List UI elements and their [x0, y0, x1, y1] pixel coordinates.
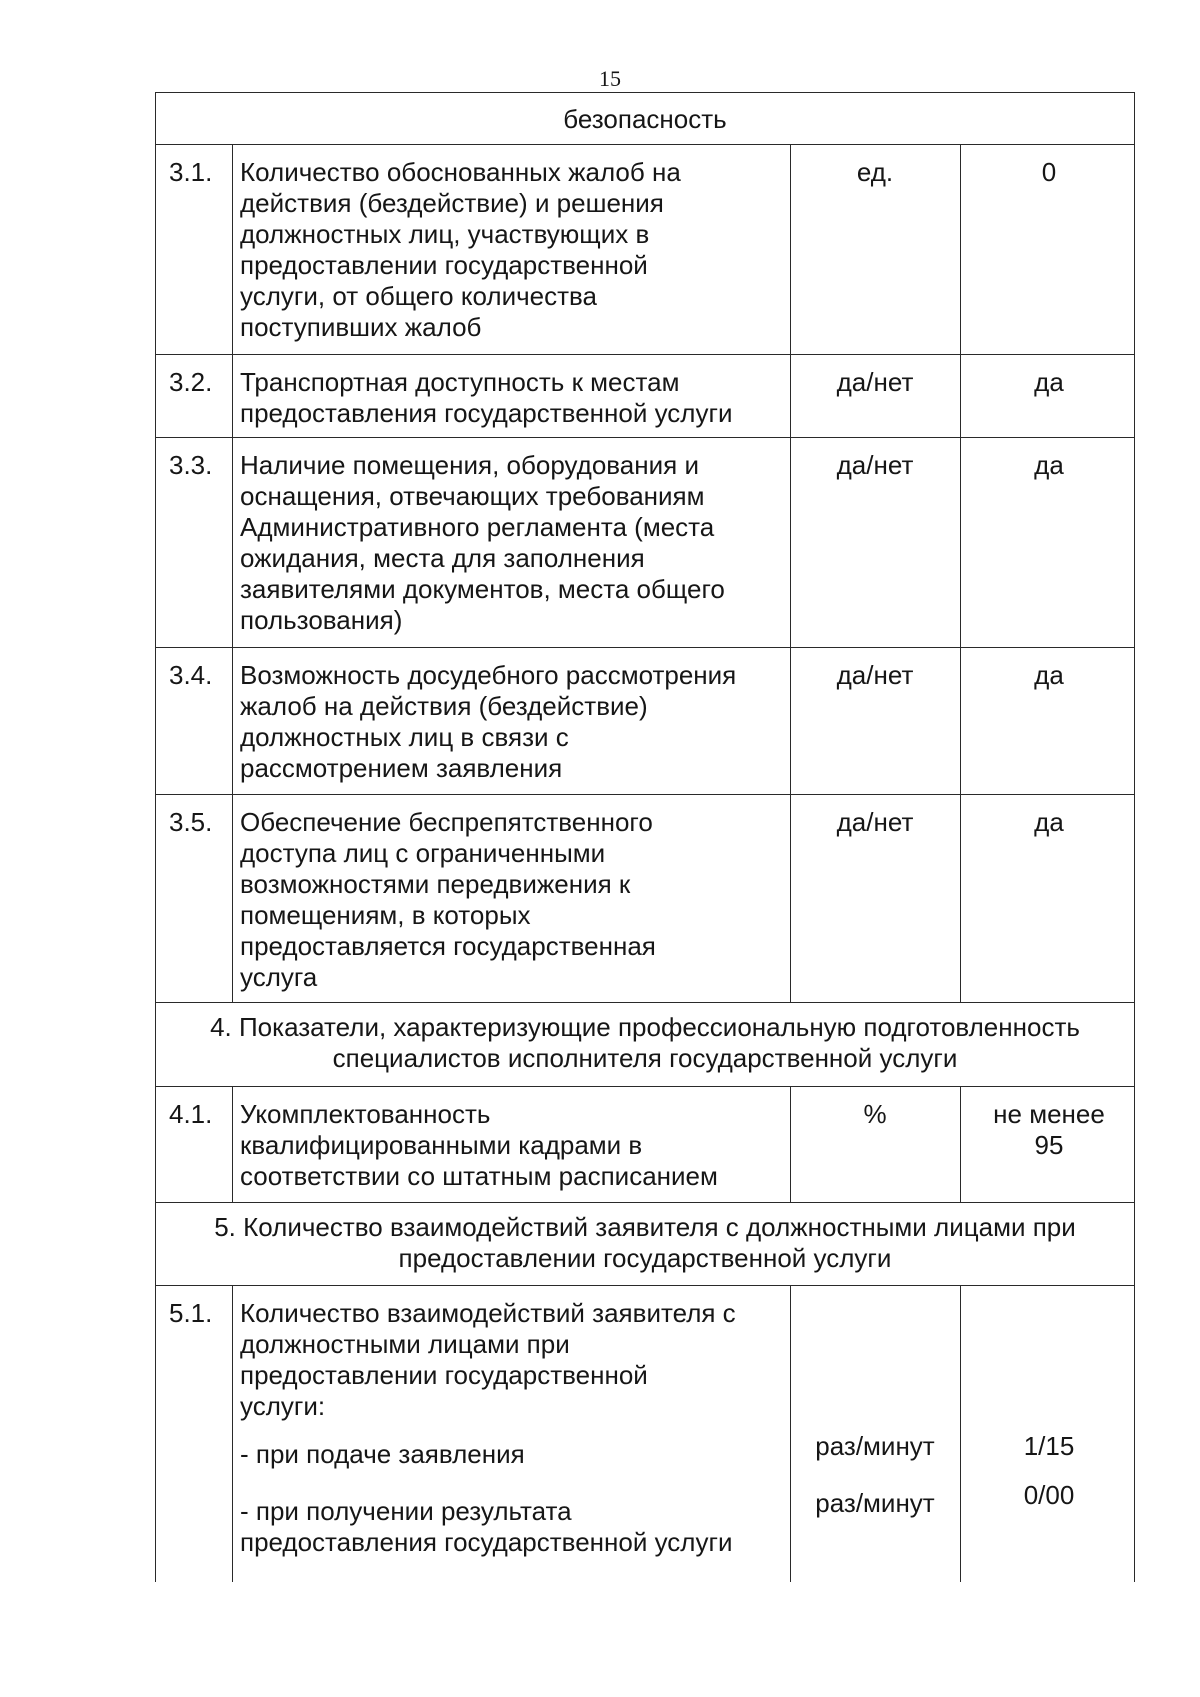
row-3-5-unit: да/нет [836, 807, 914, 837]
row-3-2-description: Транспортная доступность к местам предоставления государственной услуги [240, 367, 733, 428]
quality-indicators-table [155, 92, 1135, 1582]
column-divider [232, 1086, 233, 1202]
row-5-1-description: Количество взаимодействий заявителя с должностными лицами при предоставлении государственной услуги: [240, 1298, 736, 1421]
row-5-1-number: 5.1. [169, 1298, 213, 1328]
row-3-3-description: Наличие помещения, оборудования и оснащения, отвечающих требованиям Административного регламента (места ожидания, места для заполнения заявителями документов, места общего пользования) [240, 450, 725, 635]
row-divider [155, 437, 1135, 438]
column-divider [960, 144, 961, 1002]
table-left-border [155, 92, 156, 1582]
column-divider [232, 1285, 233, 1582]
row-3-2-number: 3.2. [169, 367, 213, 397]
row-3-1-number: 3.1. [169, 157, 213, 187]
row-3-1-value: 0 [1041, 157, 1057, 187]
row-3-1-unit: ед. [856, 157, 894, 187]
row-3-3-unit: да/нет [836, 450, 914, 480]
row-3-3-number: 3.3. [169, 450, 213, 480]
row-4-1-unit: % [863, 1099, 887, 1129]
row-divider [155, 1002, 1135, 1003]
column-divider [790, 1285, 791, 1582]
page-number: 15 [599, 66, 621, 91]
column-divider [960, 1086, 961, 1202]
row-5-1-sub-item-submission-value: 1/15 [1023, 1431, 1075, 1461]
row-3-5-value: да [1034, 807, 1064, 837]
row-divider [155, 794, 1135, 795]
row-3-4-value: да [1034, 660, 1064, 690]
section-5-header: 5. Количество взаимодействий заявителя с должностными лицами при предоставлении государственной услуги [214, 1212, 1076, 1273]
row-divider [155, 144, 1135, 145]
row-divider [155, 647, 1135, 648]
row-divider [155, 354, 1135, 355]
row-5-1-sub-item-submission: - при подаче заявления [240, 1439, 525, 1469]
row-3-4-description: Возможность досудебного рассмотрения жалоб на действия (бездействие) должностных лиц в связи с рассмотрением заявления [240, 660, 737, 783]
row-3-5-number: 3.5. [169, 807, 213, 837]
row-divider [155, 1202, 1135, 1203]
row-3-3-value: да [1034, 450, 1064, 480]
row-3-2-unit: да/нет [836, 367, 914, 397]
row-4-1-number: 4.1. [169, 1099, 213, 1129]
column-divider [790, 1086, 791, 1202]
row-3-1-description: Количество обоснованных жалоб на действия (бездействие) и решения должностных лиц, участвующих в предоставлении государственной услуги, от общего количества поступивших жалоб [240, 157, 681, 342]
column-divider [790, 144, 791, 1002]
column-divider [960, 1285, 961, 1582]
row-4-1-value: не менее 95 [993, 1099, 1105, 1160]
row-3-4-number: 3.4. [169, 660, 213, 690]
row-5-1-sub-item-submission-unit: раз/минут [815, 1431, 935, 1461]
row-5-1-sub-item-result-value: 0/00 [1023, 1480, 1075, 1510]
section-3-header: безопасность [563, 104, 727, 134]
column-divider [232, 144, 233, 1002]
table-top-border [155, 92, 1135, 93]
row-3-5-description: Обеспечение беспрепятственного доступа лиц с ограниченными возможностями передвижения к помещениям, в которых предоставляется государственная услуга [240, 807, 656, 992]
row-5-1-sub-item-result-unit: раз/минут [815, 1488, 935, 1518]
row-divider [155, 1285, 1135, 1286]
row-5-1-sub-item-result: - при получении результата предоставления государственной услуги [240, 1496, 733, 1557]
row-divider [155, 1086, 1135, 1087]
row-3-4-unit: да/нет [836, 660, 914, 690]
section-4-header: 4. Показатели, характеризующие профессиональную подготовленность специалистов исполнителя государственной услуги [210, 1012, 1080, 1073]
row-4-1-description: Укомплектованность квалифицированными кадрами в соответствии со штатным расписанием [240, 1099, 718, 1191]
row-3-2-value: да [1034, 367, 1064, 397]
